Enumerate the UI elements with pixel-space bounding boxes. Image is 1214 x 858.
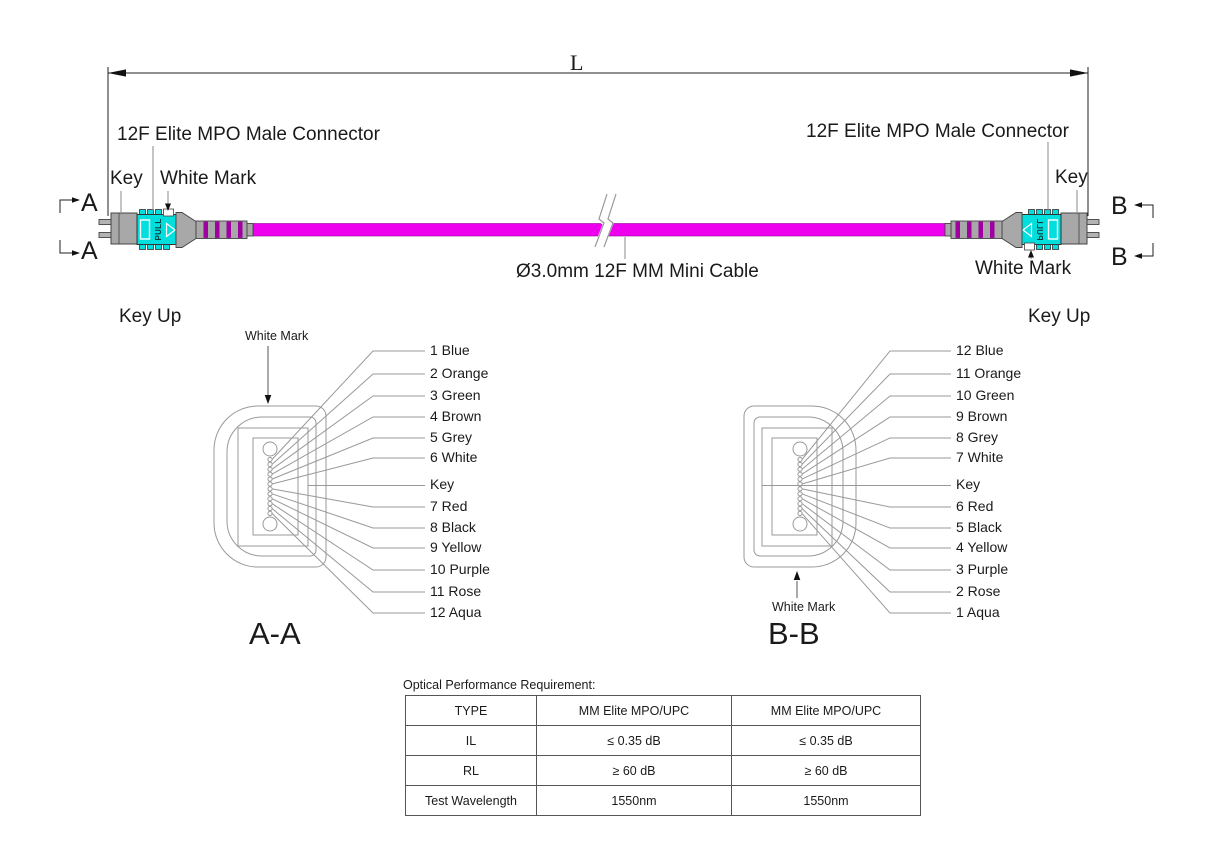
white-mark-right: [1025, 243, 1035, 250]
white-mark-label-right: White Mark: [975, 258, 1072, 279]
fiber-label: 10 Purple: [430, 561, 490, 577]
table-cell: ≤ 0.35 dB: [732, 726, 921, 756]
fiber-label: 11 Orange: [956, 365, 1022, 381]
fiber-label: 8 Grey: [956, 429, 999, 445]
face-a-drawing: [214, 346, 425, 613]
table-row: [406, 726, 921, 756]
fiber-label: 11 Rose: [430, 583, 482, 599]
table-cell: Test Wavelength: [406, 786, 537, 816]
cable-label: Ø3.0mm 12F MM Mini Cable: [516, 261, 759, 282]
fiber-label: Key: [430, 476, 455, 492]
face-a-title: A-A: [249, 616, 301, 651]
section-b-top: B: [1111, 192, 1128, 220]
optical-performance-table: [405, 695, 921, 816]
fiber-label: 8 Black: [430, 519, 476, 535]
table-cell: RL: [406, 756, 537, 786]
right-connector-label: 12F Elite MPO Male Connector: [806, 121, 1069, 142]
fiber-label: 5 Grey: [430, 429, 473, 445]
table-cell: MM Elite MPO/UPC: [732, 696, 921, 726]
fiber-label: 9 Brown: [956, 408, 1008, 424]
table-cell: IL: [406, 726, 537, 756]
cable-break-icon: [595, 194, 616, 247]
fiber-label: 4 Brown: [430, 408, 482, 424]
fiber-label: 12 Aqua: [430, 604, 482, 620]
length-dimension-label: L: [570, 50, 584, 75]
right-connector: [945, 210, 1099, 250]
fiber-label: 5 Black: [956, 519, 1002, 535]
fiber-label: 3 Purple: [956, 561, 1009, 577]
face-b-white-mark-label: White Mark: [772, 600, 836, 614]
fiber-label: 6 White: [430, 449, 478, 465]
table-cell: ≤ 0.35 dB: [537, 726, 732, 756]
fiber-label: 7 White: [956, 449, 1004, 465]
fiber-label: 10 Green: [956, 387, 1015, 403]
table-cell: MM Elite MPO/UPC: [537, 696, 732, 726]
key-label-right: Key: [1055, 167, 1088, 188]
table-row: [406, 786, 921, 816]
section-a-bottom: A: [81, 237, 98, 265]
fiber-label: 3 Green: [430, 387, 481, 403]
fiber-label: 2 Orange: [430, 365, 489, 381]
section-a-top: A: [81, 189, 98, 217]
key-up-right: Key Up: [1028, 306, 1091, 327]
fiber-label: 4 Yellow: [956, 539, 1008, 555]
left-connector: [99, 210, 253, 250]
fiber-label: 1 Blue: [430, 342, 470, 358]
table-row: [406, 756, 921, 786]
table-title: Optical Performance Requirement:: [403, 678, 596, 692]
table-cell: ≥ 60 dB: [732, 756, 921, 786]
fiber-label: 9 Yellow: [430, 539, 482, 555]
white-mark-label-left: White Mark: [160, 168, 257, 189]
fiber-label: 12 Blue: [956, 342, 1004, 358]
face-b-drawing: [744, 351, 951, 613]
fiber-label: 2 Rose: [956, 583, 1001, 599]
white-mark-left: [164, 209, 174, 216]
table-cell: ≥ 60 dB: [537, 756, 732, 786]
key-up-left: Key Up: [119, 306, 182, 327]
key-label-left: Key: [110, 168, 143, 189]
left-connector-label: 12F Elite MPO Male Connector: [117, 124, 380, 145]
face-a-white-mark-label: White Mark: [245, 329, 309, 343]
table-cell: TYPE: [406, 696, 537, 726]
fiber-label: 7 Red: [430, 498, 468, 514]
section-b-bottom: B: [1111, 243, 1128, 271]
table-row: [406, 696, 921, 726]
fiber-label: 6 Red: [956, 498, 994, 514]
fiber-label: 1 Aqua: [956, 604, 1000, 620]
table-cell: 1550nm: [732, 786, 921, 816]
fiber-label: Key: [956, 476, 981, 492]
table-cell: 1550nm: [537, 786, 732, 816]
face-b-title: B-B: [768, 616, 820, 651]
